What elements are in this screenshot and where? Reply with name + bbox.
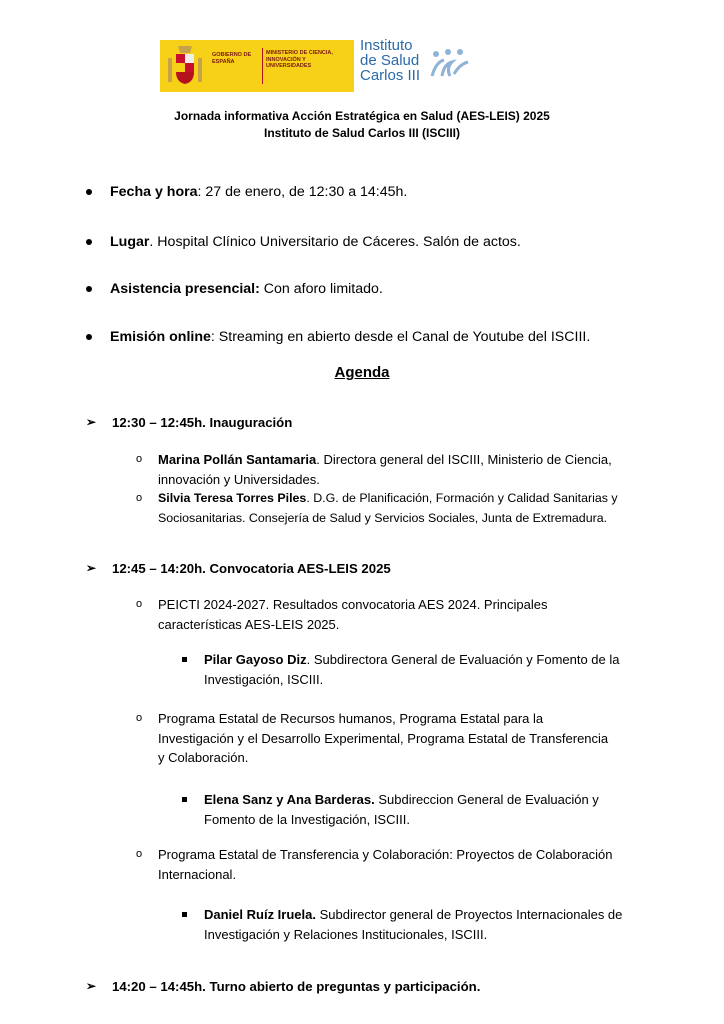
convocatoria-speaker	[204, 790, 624, 829]
isciii-line2: de Salud	[360, 52, 420, 69]
convocatoria-speaker	[204, 905, 624, 944]
isciii-line3: Carlos III	[360, 67, 421, 84]
speaker-role: Subdirector general de Proyectos Internacionales de Investigación y Relaciones Institucionales, ISCIII.	[204, 907, 623, 942]
convocatoria-topic	[136, 595, 618, 634]
inauguration-speaker	[136, 450, 618, 489]
section-time: 12:30 – 12:45h. Inauguración	[112, 415, 293, 430]
isciii-logo-text	[360, 38, 430, 83]
info-label: Asistencia presencial:	[110, 281, 260, 297]
bullet-dot	[86, 239, 92, 245]
square-bullet-icon	[182, 657, 187, 662]
speaker-role: Subdireccion General de Evaluación y Fomento de la Investigación, ISCIII.	[204, 792, 599, 827]
topic-text: PEICTI 2024-2027. Resultados convocatoria AES 2024. Principales características AES-LEIS 2025.	[158, 597, 548, 632]
info-label: Emisión online	[110, 329, 211, 345]
agenda-heading: Agenda	[334, 364, 390, 381]
info-text: Con aforo limitado.	[259, 281, 383, 297]
info-item-attendance	[110, 280, 670, 298]
speaker-role: . D.G. de Planificación, Formación y Calidad Sanitarias y Sociosanitarias. Consejería de Salud y Servicios Sociales, Junta de Extremadura.	[158, 491, 618, 525]
bullet-dot	[86, 334, 92, 340]
topic-text: Programa Estatal de Transferencia y Colaboración: Proyectos de Colaboración Internacional.	[158, 847, 613, 882]
government-logo	[160, 40, 354, 92]
divider	[262, 48, 263, 84]
info-item-streaming	[110, 328, 670, 346]
info-item-date	[110, 183, 670, 201]
arrow-bullet-icon: ➢	[86, 979, 97, 993]
speaker-name: Pilar Gayoso Diz	[204, 652, 307, 667]
bullet-dot	[86, 189, 92, 195]
isciii-logo-icon	[426, 46, 472, 82]
speaker-name: Daniel Ruíz Iruela.	[204, 907, 316, 922]
government-label: GOBIERNO DE ESPAÑA	[212, 52, 252, 65]
topic-text: Programa Estatal de Recursos humanos, Programa Estatal para la Investigación y el Desarrollo Experimental, Programa Estatal de Transferencia y Colaboración.	[158, 711, 609, 765]
agenda-section-inauguration	[86, 414, 672, 431]
info-item-place	[110, 233, 670, 251]
info-text: . Hospital Clínico Universitario de Cáceres. Salón de actos.	[149, 234, 521, 250]
circle-bullet-icon: o	[136, 848, 143, 860]
agenda-section-questions	[86, 978, 672, 995]
square-bullet-icon	[182, 912, 187, 917]
circle-bullet-icon: o	[136, 453, 143, 465]
info-label: Lugar	[110, 234, 150, 250]
info-text: : Streaming en abierto desde el Canal de Youtube del ISCIII.	[210, 329, 591, 345]
document-title: Jornada informativa Acción Estratégica en Salud (AES-LEIS) 2025	[174, 109, 550, 123]
circle-bullet-icon: o	[136, 712, 143, 724]
convocatoria-topic	[136, 845, 618, 884]
section-time: 12:45 – 14:20h. Convocatoria AES-LEIS 2025	[112, 561, 391, 576]
isciii-line1: Instituto	[360, 37, 413, 54]
info-text: : 27 de enero, de 12:30 a 14:45h.	[197, 184, 408, 200]
speaker-name: Elena Sanz y Ana Barderas.	[204, 792, 375, 807]
speaker-name: Silvia Teresa Torres Piles	[158, 491, 307, 505]
circle-bullet-icon: o	[136, 598, 143, 610]
bullet-dot	[86, 286, 92, 292]
inauguration-speaker	[136, 488, 618, 528]
speaker-role: . Directora general del ISCIII, Ministerio de Ciencia, innovación y Universidades.	[158, 452, 612, 487]
section-time: 14:20 – 14:45h. Turno abierto de preguntas y participación.	[112, 979, 481, 994]
ministry-label: MINISTERIO DE CIENCIA, INNOVACIÓN Y UNIVERSIDADES	[266, 50, 333, 70]
arrow-bullet-icon: ➢	[86, 415, 97, 429]
document-subtitle: Instituto de Salud Carlos III (ISCIII)	[263, 126, 460, 140]
convocatoria-speaker	[204, 650, 624, 689]
arrow-bullet-icon: ➢	[86, 561, 97, 575]
convocatoria-topic	[136, 709, 618, 768]
info-label: Fecha y hora	[110, 184, 198, 200]
agenda-section-convocatoria	[86, 560, 672, 577]
square-bullet-icon	[182, 797, 187, 802]
speaker-name: Marina Pollán Santamaria	[158, 452, 317, 467]
spain-crest-icon	[166, 44, 204, 88]
speaker-role: . Subdirectora General de Evaluación y Fomento de la Investigación, ISCIII.	[204, 652, 620, 687]
circle-bullet-icon: o	[136, 492, 143, 504]
